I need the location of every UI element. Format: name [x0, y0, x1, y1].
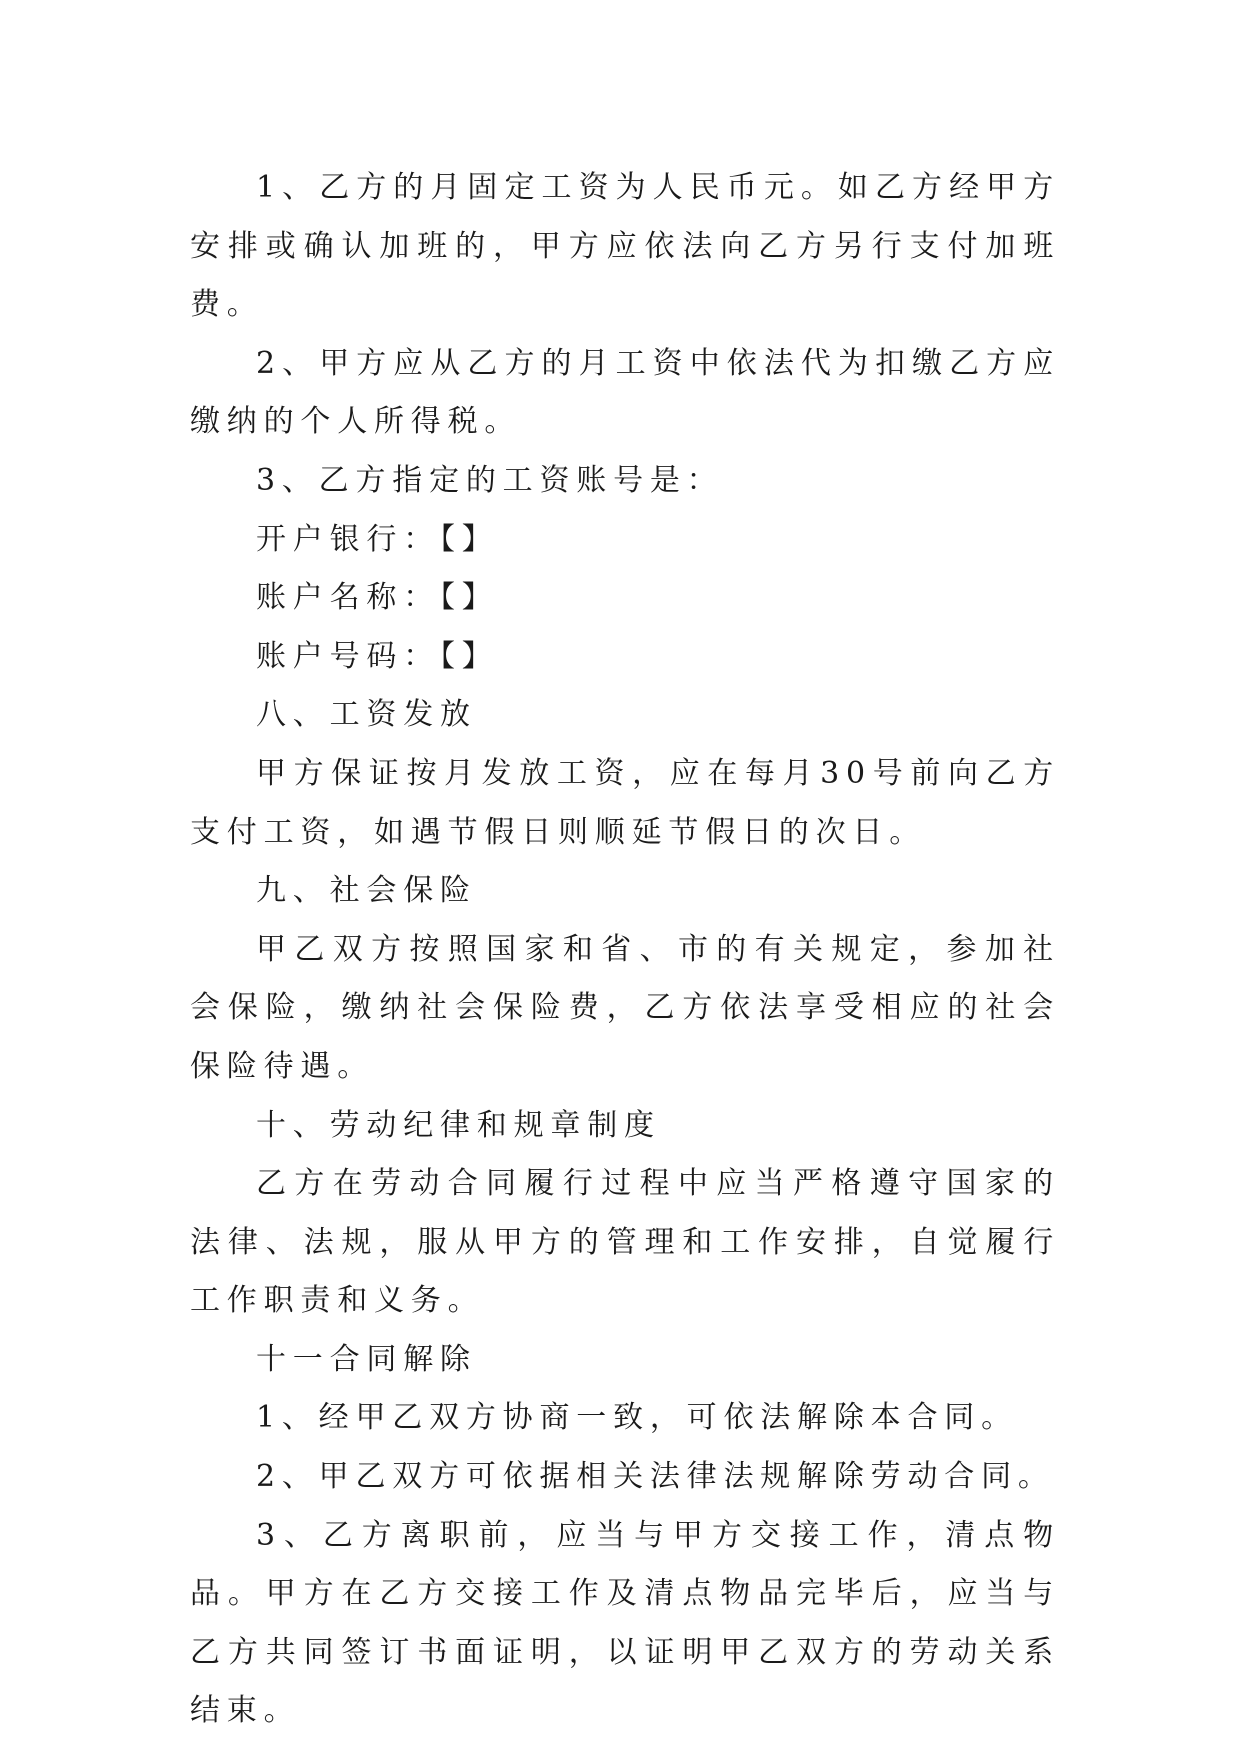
- document-body: [190, 159, 1060, 1741]
- field-account-name: 账户名称：【】: [256, 580, 499, 616]
- paragraph-labor-discipline: 乙方在劳动合同履行过程中应当严格遵守国家的法律、法规，服从甲方的管理和工作安排，自觉履行工作职责和义务。: [190, 1166, 1060, 1319]
- section-heading-salary-payment: 八、工资发放: [256, 697, 477, 733]
- paragraph-termination-mutual: 1、经甲乙双方协商一致，可依法解除本合同。: [256, 1400, 1018, 1436]
- section-heading-contract-termination: 十一合同解除: [256, 1341, 477, 1377]
- section-heading-social-insurance: 九、社会保险: [256, 873, 477, 909]
- field-account-number: 账户号码：【】: [256, 638, 499, 674]
- paragraph-income-tax: 2、甲方应从乙方的月工资中依法代为扣缴乙方应缴纳的个人所得税。: [190, 345, 1060, 440]
- paragraph-salary-account: 3、乙方指定的工资账号是：: [256, 462, 724, 498]
- field-bank-name: 开户银行：【】: [256, 521, 499, 557]
- paragraph-social-insurance: 甲乙双方按照国家和省、市的有关规定，参加社会保险，缴纳社会保险费，乙方依法享受相应的社会保险待遇。: [190, 931, 1060, 1084]
- paragraph-termination-legal: 2、甲乙双方可依据相关法律法规解除劳动合同。: [256, 1459, 1055, 1495]
- section-heading-labor-discipline: 十、劳动纪律和规章制度: [256, 1107, 661, 1143]
- paragraph-salary-fixed: 1、乙方的月固定工资为人民币元。如乙方经甲方安排或确认加班的，甲方应依法向乙方另行支付加班费。: [190, 170, 1060, 323]
- paragraph-salary-payment: 甲方保证按月发放工资，应在每月30号前向乙方支付工资，如遇节假日则顺延节假日的次日。: [190, 755, 1060, 850]
- paragraph-termination-handover: 3、乙方离职前，应当与甲方交接工作，清点物品。甲方在乙方交接工作及清点物品完毕后，应当与乙方共同签订书面证明，以证明甲乙双方的劳动关系结束。: [190, 1517, 1060, 1729]
